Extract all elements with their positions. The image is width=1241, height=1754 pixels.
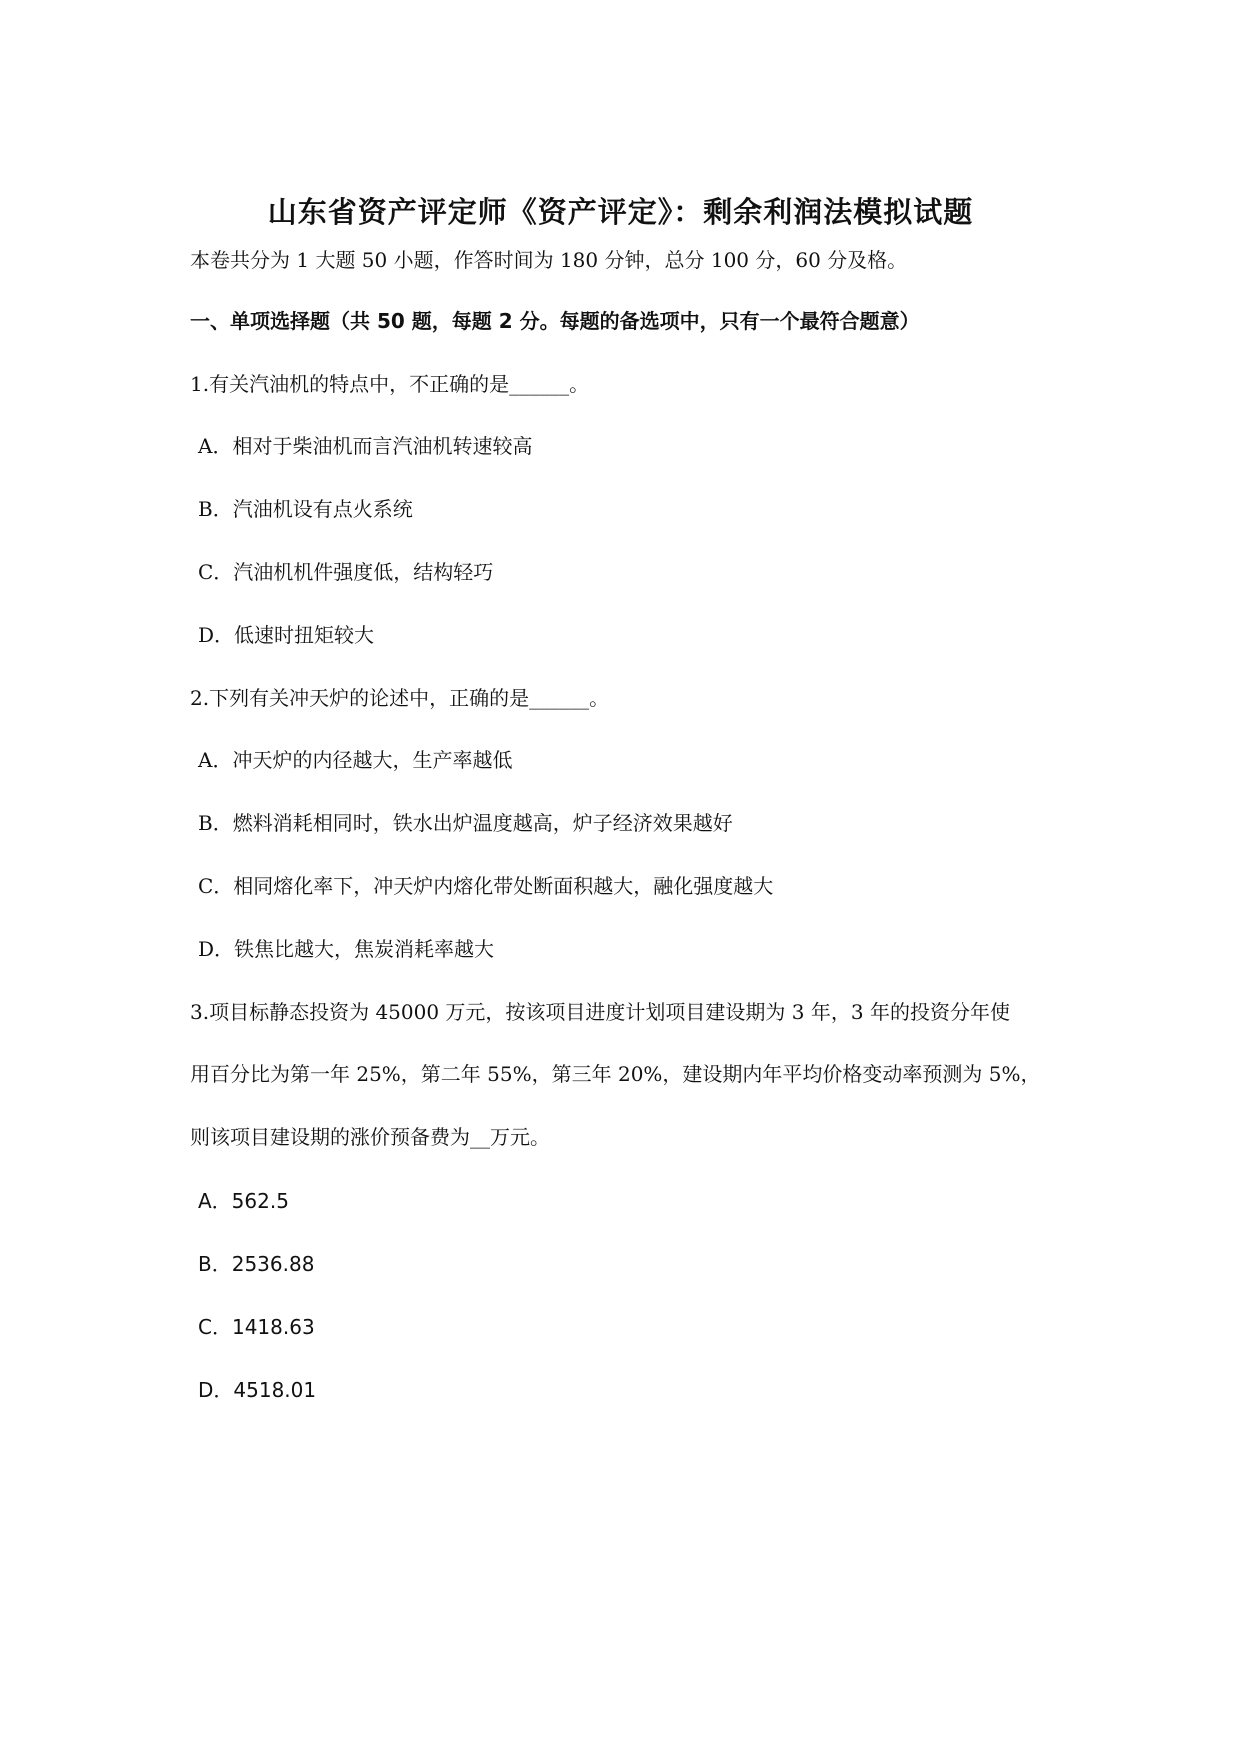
question-3-option-d: D．4518.01 bbox=[198, 1378, 317, 1402]
question-3-option-a: A．562.5 bbox=[198, 1189, 289, 1213]
question-3-stem-line-1: 3.项目标静态投资为 45000 万元，按该项目进度计划项目建设期为 3 年，3 年的投资分年使 bbox=[190, 1000, 1010, 1024]
question-3-stem-line-3: 则该项目建设期的涨价预备费为__万元。 bbox=[190, 1125, 550, 1149]
question-2-stem: 2.下列有关冲天炉的论述中，正确的是______。 bbox=[190, 686, 610, 710]
question-3-option-c: C．1418.63 bbox=[198, 1315, 315, 1339]
question-2-option-a: A．冲天炉的内径越大，生产率越低 bbox=[198, 748, 513, 772]
question-2-option-c: C．相同熔化率下，冲天炉内熔化带处断面积越大，融化强度越大 bbox=[198, 874, 774, 898]
question-3-stem-line-2: 用百分比为第一年 25%，第二年 55%，第三年 20%，建设期内年平均价格变动率预测为 5%， bbox=[190, 1062, 1041, 1086]
question-1-option-d: D．低速时扭矩较大 bbox=[198, 623, 375, 647]
question-1-option-b: B．汽油机设有点火系统 bbox=[198, 497, 413, 521]
question-1-option-a: A．相对于柴油机而言汽油机转速较高 bbox=[198, 434, 533, 458]
question-1-option-c: C．汽油机机件强度低，结构轻巧 bbox=[198, 560, 494, 584]
question-1-stem: 1.有关汽油机的特点中，不正确的是______。 bbox=[190, 372, 590, 396]
question-2-option-d: D．铁焦比越大，焦炭消耗率越大 bbox=[198, 937, 495, 961]
section-heading: 一、单项选择题（共 50 题，每题 2 分。每题的备选项中，只有一个最符合题意） bbox=[190, 309, 920, 333]
question-2-option-b: B．燃料消耗相同时，铁水出炉温度越高，炉子经济效果越好 bbox=[198, 811, 733, 835]
exam-intro: 本卷共分为 1 大题 50 小题，作答时间为 180 分钟，总分 100 分，60 分及格。 bbox=[190, 248, 908, 272]
page-title: 山东省资产评定师《资产评定》：剩余利润法模拟试题 bbox=[267, 195, 974, 229]
question-3-option-b: B．2536.88 bbox=[198, 1252, 315, 1276]
